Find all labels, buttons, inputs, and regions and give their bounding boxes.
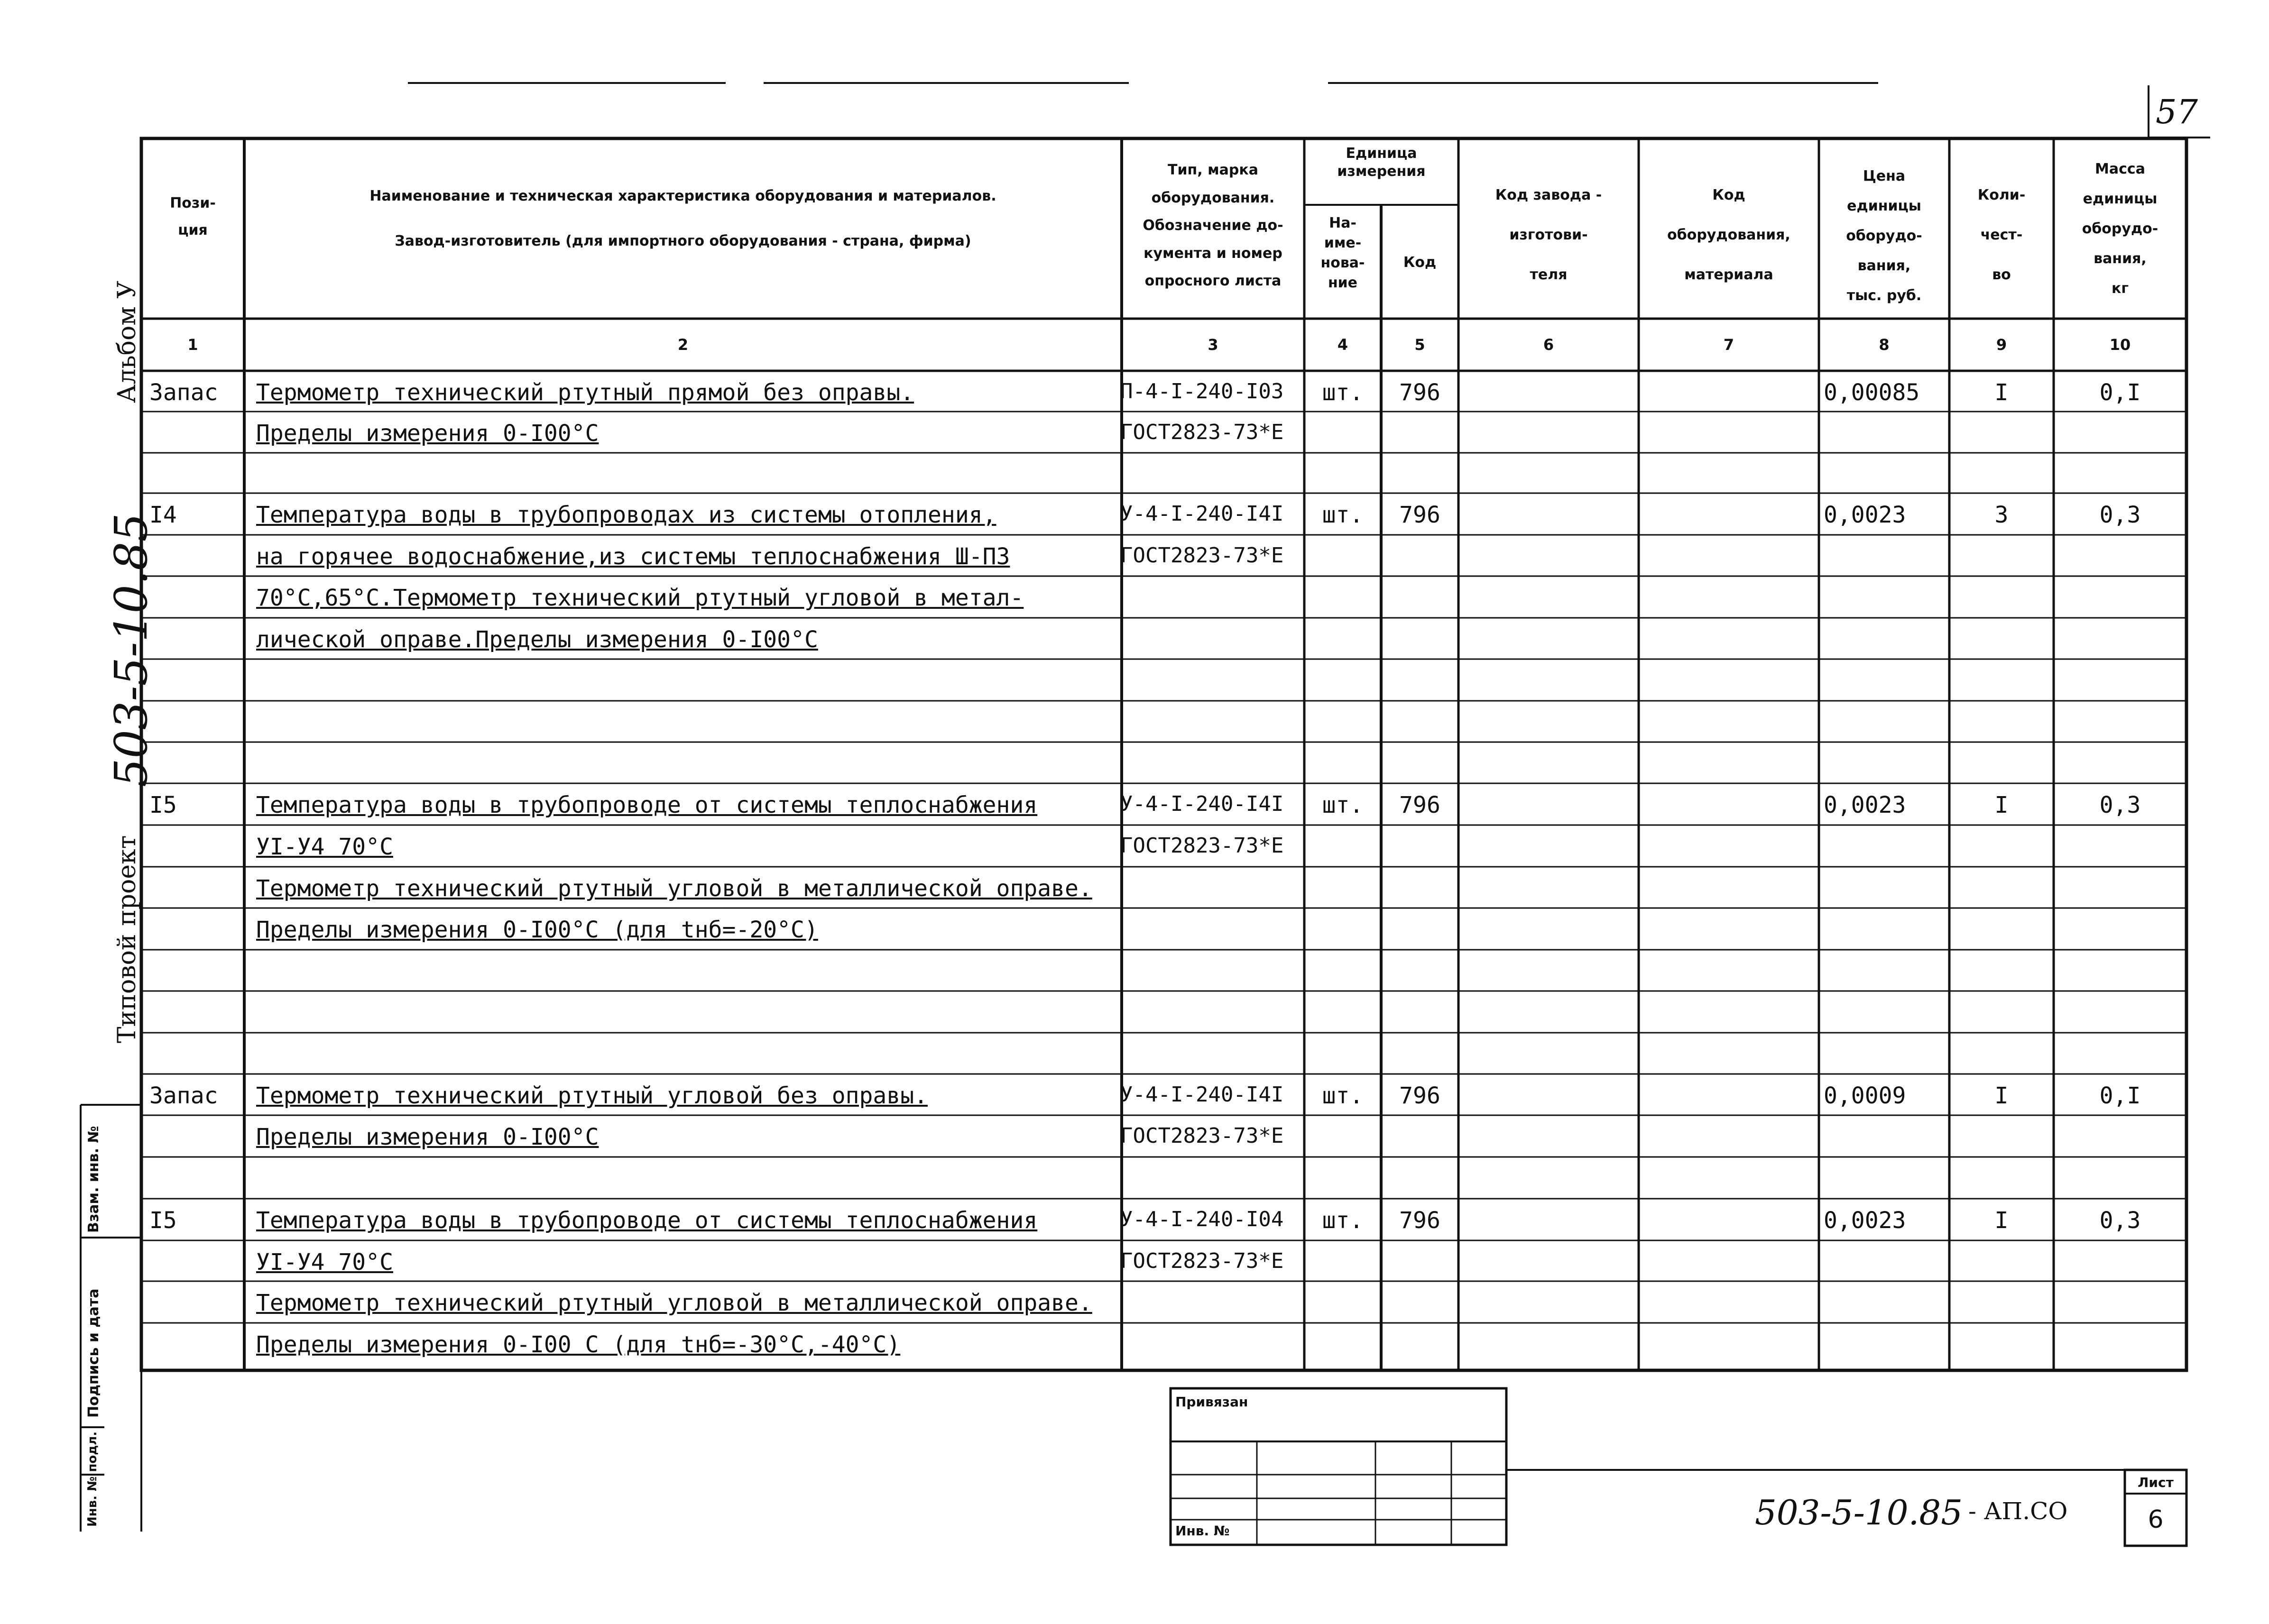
row-0-name: Термометр технический ртутный прямой без оправы. (256, 379, 914, 406)
row-0-price: 0,00085 (1824, 379, 1920, 406)
row-11-name: УI-У4 70°С (256, 834, 393, 860)
row-17-pos: Запас (149, 1083, 218, 1109)
colnum-6: 6 (1543, 336, 1554, 354)
row-4-type: ГОСТ2823-73*Е (1120, 543, 1284, 568)
row-11-type: ГОСТ2823-73*Е (1120, 834, 1284, 858)
doc-code: 503-5-10.85 (1755, 1493, 1963, 1532)
privyazan-label: Привязан (1175, 1394, 1248, 1410)
row-3-type: У-4-I-240-I4I (1120, 502, 1284, 526)
row-17-type: У-4-I-240-I4I (1120, 1083, 1284, 1107)
colnum-5: 5 (1414, 336, 1425, 354)
sheet-number: 6 (2148, 1505, 2164, 1534)
row-20-unit: шт. (1322, 1207, 1364, 1234)
row-6-name: лической оправе.Пределы измерения 0-I00°С (256, 626, 818, 653)
row-4-name: на горячее водоснабжение,из системы теплоснабжения Ш-ПЗ (256, 543, 1010, 570)
row-17-qty: I (1994, 1083, 2009, 1109)
colnum-3: 3 (1208, 336, 1218, 354)
row-3-pos: I4 (149, 502, 177, 528)
colnum-2: 2 (677, 336, 689, 354)
row-23-name: Пределы измерения 0-I00 С (для tнб=-30°С,-40°С) (256, 1331, 901, 1358)
header-col10: Масса единицы оборудо- вания, кг (2082, 161, 2158, 297)
row-0-pos: Запас (149, 379, 218, 406)
row-3-code: 796 (1399, 502, 1440, 528)
colnum-7: 7 (1723, 336, 1734, 354)
row-20-mass: 0,3 (2099, 1207, 2141, 1234)
row-17-unit: шт. (1322, 1083, 1364, 1109)
side-code-label: 503-5-10.85 (105, 513, 157, 787)
row-10-mass: 0,3 (2099, 792, 2141, 818)
header-col45: Единица измерения (1337, 145, 1426, 180)
header-col3: Тип, марка оборудования. Обозначение до- кумента и номер опросного листа (1143, 162, 1283, 289)
stamp-podpis-label: Подпись и дата (85, 1288, 102, 1418)
row-20-type: У-4-I-240-I04 (1120, 1207, 1284, 1231)
header-col5: Код (1403, 254, 1437, 271)
header-col7: Код оборудования, материала (1667, 187, 1790, 283)
row-10-name: Температура воды в трубопроводе от системы теплоснабжения (256, 792, 1038, 818)
row-0-code: 796 (1399, 379, 1440, 406)
sheet-label: Лист (2138, 1475, 2174, 1490)
row-22-name: Термометр технический ртутный угловой в металлической оправе. (256, 1290, 1092, 1316)
row-3-name: Температура воды в трубопроводах из системы отопления, (256, 502, 996, 528)
row-3-mass: 0,3 (2099, 502, 2141, 528)
row-0-qty: I (1994, 379, 2009, 406)
doc-suffix: - АП.СО (1968, 1497, 2068, 1525)
stamp-vzam-label: Взам. инв. № (85, 1126, 102, 1233)
header-col1: Пози- ция (170, 195, 216, 239)
row-1-name: Пределы измерения 0-I00°С (256, 420, 599, 447)
row-10-price: 0,0023 (1824, 792, 1906, 818)
header-col4: На- име- нова- ние (1320, 215, 1365, 291)
row-3-unit: шт. (1322, 502, 1364, 528)
row-3-qty: 3 (1994, 502, 2009, 528)
row-10-qty: I (1994, 792, 2009, 818)
header-col6: Код завода - изготови- теля (1495, 187, 1602, 283)
row-17-price: 0,0009 (1824, 1083, 1906, 1109)
header-col2-line1: Наименование и техническая характеристика оборудования и материалов. (369, 188, 996, 204)
row-10-type: У-4-I-240-I4I (1120, 792, 1284, 816)
side-album-label: Альбом У (113, 281, 141, 403)
row-17-mass: 0,I (2099, 1083, 2141, 1109)
page-number: 57 (2156, 92, 2198, 131)
colnum-10: 10 (2109, 336, 2131, 354)
row-0-type: П-4-I-240-I03 (1120, 379, 1284, 404)
row-0-unit: шт. (1322, 379, 1364, 406)
row-1-type: ГОСТ2823-73*Е (1120, 420, 1284, 444)
row-13-name: Пределы измерения 0-I00°С (для tнб=-20°С) (256, 917, 818, 943)
row-20-price: 0,0023 (1824, 1207, 1906, 1234)
colnum-1: 1 (187, 336, 198, 354)
row-10-code: 796 (1399, 792, 1440, 818)
colnum-9: 9 (1996, 336, 2007, 354)
row-17-name: Термометр технический ртутный угловой без оправы. (256, 1083, 928, 1109)
inv-no-label: Инв. № (1175, 1523, 1230, 1539)
row-17-code: 796 (1399, 1083, 1440, 1109)
row-21-type: ГОСТ2823-73*Е (1120, 1249, 1284, 1273)
row-21-name: УI-У4 70°С (256, 1249, 393, 1275)
row-18-name: Пределы измерения 0-I00°С (256, 1124, 599, 1150)
row-5-name: 70°С,65°С.Термометр технический ртутный угловой в метал- (256, 585, 1024, 611)
side-project-label: Типовой проект (113, 835, 141, 1043)
row-18-type: ГОСТ2823-73*Е (1120, 1124, 1284, 1148)
colnum-8: 8 (1879, 336, 1890, 354)
row-20-code: 796 (1399, 1207, 1440, 1234)
stamp-inv-label: Инв. № подл. (85, 1431, 100, 1527)
row-20-qty: I (1994, 1207, 2009, 1234)
colnum-4: 4 (1337, 336, 1348, 354)
header-col8: Цена единицы оборудо- вания, тыс. руб. (1846, 168, 1922, 304)
row-0-mass: 0,I (2099, 379, 2141, 406)
row-20-name: Температура воды в трубопроводе от системы теплоснабжения (256, 1207, 1038, 1234)
row-20-pos: I5 (149, 1207, 177, 1234)
header-col9: Коли- чест- во (1977, 187, 2026, 283)
row-10-unit: шт. (1322, 792, 1364, 818)
row-10-pos: I5 (149, 792, 177, 818)
header-col2-line2: Завод-изготовитель (для импортного оборудования - страна, фирма) (395, 233, 971, 249)
row-3-price: 0,0023 (1824, 502, 1906, 528)
row-12-name: Термометр технический ртутный угловой в металлической оправе. (256, 875, 1092, 902)
